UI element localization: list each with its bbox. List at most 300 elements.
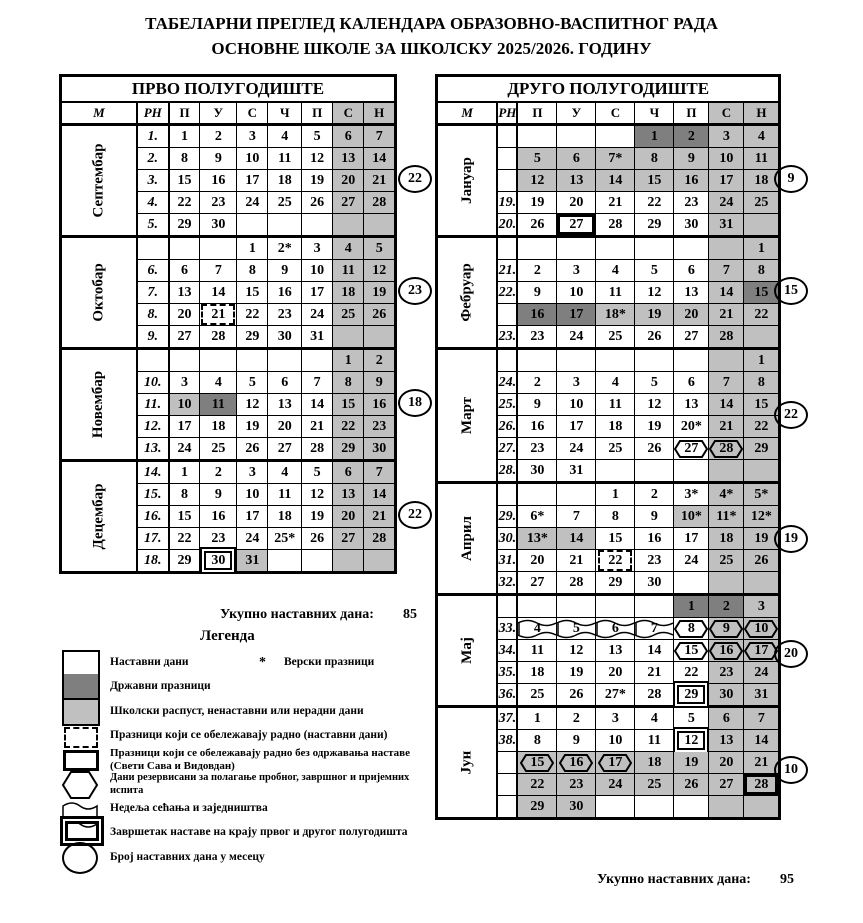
day-cell: [635, 282, 674, 304]
day-number: 20: [569, 194, 584, 210]
day-cell: [596, 774, 635, 796]
day-cell: [268, 260, 302, 282]
day-number: 26: [647, 328, 662, 344]
day-cell: [674, 349, 709, 372]
day-number: 19: [684, 754, 699, 770]
week-row: [61, 125, 396, 148]
day-cell: [268, 192, 302, 214]
day-number: 6: [611, 620, 619, 636]
day-cell: [333, 148, 364, 170]
day-number: 24: [245, 530, 260, 546]
month-teaching-days-circle: 15: [774, 277, 808, 305]
day-cell: [674, 125, 709, 148]
day-cell: [268, 550, 302, 573]
day-cell: [635, 372, 674, 394]
day-cell: [744, 460, 780, 483]
day-cell: [635, 125, 674, 148]
day-cell: [635, 550, 674, 572]
day-cell: [674, 416, 709, 438]
day-number: 5: [533, 150, 541, 166]
day-number: 4: [344, 240, 352, 256]
day-cell: [169, 484, 200, 506]
day-cell: [674, 460, 709, 483]
day-cell: [596, 394, 635, 416]
day-cell: [268, 506, 302, 528]
day-cell: [302, 148, 333, 170]
day-number: 2: [214, 128, 222, 144]
day-cell: [596, 595, 635, 618]
day-number: 6: [181, 262, 188, 278]
day-cell: [635, 438, 674, 460]
day-cell: [200, 484, 237, 506]
day-cell: [709, 752, 744, 774]
day-number: 6: [281, 374, 289, 390]
month-cell: [61, 349, 137, 461]
day-cell: [674, 148, 709, 170]
day-cell: [744, 572, 780, 595]
day-cell: [237, 394, 268, 416]
month-name: Септембар: [90, 143, 107, 218]
week-row: [61, 237, 396, 260]
day-number: 14: [719, 396, 734, 412]
day-cell: [674, 707, 709, 730]
day-number: 11: [341, 262, 355, 278]
day-number: 23: [719, 664, 734, 680]
day-number: 19: [310, 172, 325, 188]
day-cell: [200, 125, 237, 148]
day-number: 23: [372, 418, 387, 434]
day-number: 15: [754, 396, 769, 412]
day-cell: [557, 796, 596, 819]
day-number: 16: [277, 284, 292, 300]
day-cell: [302, 416, 333, 438]
day-number: 13*: [526, 530, 548, 546]
day-number: 4: [650, 710, 658, 726]
day-number: 1: [344, 352, 352, 368]
month-name: Април: [458, 516, 475, 561]
day-cell: [596, 550, 635, 572]
week-row: [437, 125, 780, 148]
day-number: 8: [611, 508, 619, 524]
month-teaching-days-circle: 23: [398, 277, 432, 305]
day-cell: [744, 684, 780, 707]
day-number: 15: [684, 642, 699, 658]
day-cell: [200, 304, 237, 326]
day-number: 22: [600, 552, 630, 569]
day-number: 29: [341, 440, 356, 456]
day-cell: [333, 394, 364, 416]
day-cell: [268, 372, 302, 394]
day-cell: [364, 304, 396, 326]
day-cell: [268, 326, 302, 349]
day-cell: [237, 125, 268, 148]
day-cell: [333, 170, 364, 192]
day-number: 15: [177, 508, 192, 524]
day-cell: [596, 304, 635, 326]
day-cell: [709, 684, 744, 707]
light-gray-square-icon: [62, 698, 100, 726]
day-cell: [237, 416, 268, 438]
week-number: 30.: [497, 528, 517, 550]
day-cell: [364, 237, 396, 260]
day-cell: [557, 170, 596, 192]
day-cell: [709, 349, 744, 372]
day-cell: [674, 796, 709, 819]
header-weekday: Н: [364, 102, 396, 125]
day-number: 29: [177, 552, 192, 568]
day-number: 16: [211, 508, 226, 524]
day-number: 9: [687, 150, 695, 166]
day-cell: [169, 170, 200, 192]
day-cell: [674, 394, 709, 416]
day-cell: [237, 349, 268, 372]
day-cell: [744, 550, 780, 572]
day-cell: [674, 260, 709, 282]
day-cell: [169, 260, 200, 282]
day-number: 9: [214, 486, 222, 502]
month-cell: [61, 461, 137, 573]
day-cell: [517, 774, 557, 796]
header-month: М: [437, 102, 498, 125]
day-number: 6*: [530, 508, 545, 524]
day-cell: [674, 595, 709, 618]
day-number: 6: [687, 374, 695, 390]
day-number: 30: [204, 551, 232, 570]
day-number: 14: [754, 732, 769, 748]
day-cell: [517, 170, 557, 192]
day-number: 20*: [680, 418, 702, 434]
day-cell: [744, 796, 780, 819]
day-cell: [364, 282, 396, 304]
day-number: 17: [245, 172, 260, 188]
day-cell: [557, 640, 596, 662]
wave-banner-icon: [596, 619, 634, 639]
day-number: 17: [569, 418, 584, 434]
day-number: 23: [684, 194, 699, 210]
day-cell: [517, 326, 557, 349]
day-cell: [302, 192, 333, 214]
day-number: 17: [245, 508, 260, 524]
day-number: 22: [530, 776, 545, 792]
day-number: 15: [608, 530, 623, 546]
day-number: 30: [277, 328, 292, 344]
day-number: 13: [608, 642, 623, 658]
day-cell: [517, 550, 557, 572]
day-cell: [364, 550, 396, 573]
day-cell: [169, 237, 200, 260]
day-cell: [333, 484, 364, 506]
week-row: [61, 349, 396, 372]
wave-banner-icon: [518, 619, 556, 639]
day-number: 15: [341, 396, 356, 412]
day-cell: [635, 483, 674, 506]
day-cell: [635, 304, 674, 326]
day-cell: [674, 282, 709, 304]
day-number: 21: [372, 172, 387, 188]
day-cell: [596, 192, 635, 214]
day-cell: [674, 214, 709, 237]
month-teaching-days-circle: 20: [774, 640, 808, 668]
header-weekday: П: [517, 102, 557, 125]
week-number: 3.: [137, 170, 169, 192]
day-cell: [237, 237, 268, 260]
day-cell: [557, 528, 596, 550]
day-cell: [635, 572, 674, 595]
day-cell: [635, 796, 674, 819]
day-number: 25: [608, 328, 623, 344]
day-cell: [596, 796, 635, 819]
day-number: 1: [181, 464, 188, 480]
week-number: 26.: [497, 416, 517, 438]
month-name: Октобар: [90, 263, 107, 322]
day-cell: [709, 483, 744, 506]
day-number: 11: [278, 150, 292, 166]
day-number: 7: [214, 262, 222, 278]
day-cell: [333, 416, 364, 438]
day-number: 19: [245, 418, 260, 434]
hexagon-icon: [61, 770, 99, 800]
day-number: 21: [719, 306, 734, 322]
day-cell: [302, 214, 333, 237]
legend-label-school-break: Школски распуст, ненаставни или нерадни дани: [110, 705, 364, 717]
day-cell: [557, 372, 596, 394]
day-number: 1: [181, 128, 188, 144]
day-cell: [557, 460, 596, 483]
day-cell: [557, 282, 596, 304]
day-number: 18: [277, 172, 292, 188]
day-number: 29: [177, 216, 192, 232]
day-number: 1: [687, 598, 695, 614]
day-cell: [268, 148, 302, 170]
day-number: 20: [608, 664, 623, 680]
day-number: 24: [310, 306, 325, 322]
day-cell: [517, 125, 557, 148]
day-number: 27: [277, 440, 292, 456]
week-number: [137, 237, 169, 260]
bold-rect-icon: [63, 750, 99, 771]
day-cell: [268, 461, 302, 484]
day-cell: [596, 662, 635, 684]
day-number: 22: [341, 418, 356, 434]
week-number: 24.: [497, 372, 517, 394]
day-number: 23: [211, 194, 226, 210]
day-number: 29: [608, 574, 623, 590]
day-cell: [709, 572, 744, 595]
day-cell: [596, 326, 635, 349]
day-number: 25: [530, 686, 545, 702]
day-cell: [237, 148, 268, 170]
hexagon-icon: [674, 642, 708, 660]
header-weekday: С: [333, 102, 364, 125]
day-cell: [169, 282, 200, 304]
month-name: Март: [458, 396, 475, 435]
day-number: 8: [757, 262, 765, 278]
day-number: 26: [569, 686, 584, 702]
day-number: 26: [647, 440, 662, 456]
circle-icon: [62, 842, 98, 874]
day-number: 10: [754, 620, 769, 636]
day-cell: [517, 595, 557, 618]
month-name: Новембар: [90, 370, 107, 439]
day-number: 13: [684, 284, 699, 300]
day-number: 24: [608, 776, 623, 792]
day-cell: [517, 528, 557, 550]
day-number: 26: [372, 306, 387, 322]
day-cell: [557, 730, 596, 752]
day-number: 18: [608, 418, 623, 434]
day-number: 23: [530, 440, 545, 456]
day-cell: [364, 326, 396, 349]
day-number: 9: [533, 284, 541, 300]
day-cell: [268, 349, 302, 372]
day-number: 3: [757, 598, 765, 614]
day-cell: [635, 618, 674, 640]
day-cell: [200, 438, 237, 461]
day-cell: [635, 214, 674, 237]
day-number: 10*: [680, 508, 702, 524]
day-cell: [744, 618, 780, 640]
day-number: 14: [647, 642, 662, 658]
day-cell: [744, 148, 780, 170]
day-cell: [268, 237, 302, 260]
day-cell: [709, 774, 744, 796]
day-cell: [333, 349, 364, 372]
day-cell: [169, 326, 200, 349]
day-cell: [333, 214, 364, 237]
day-number: 5: [650, 262, 658, 278]
day-number: 11*: [716, 508, 737, 524]
day-number: 19: [569, 664, 584, 680]
day-number: 5: [650, 374, 658, 390]
day-cell: [200, 192, 237, 214]
day-cell: [709, 237, 744, 260]
header-weekday: С: [596, 102, 635, 125]
week-number: 6.: [137, 260, 169, 282]
day-cell: [364, 416, 396, 438]
day-number: 5: [375, 240, 383, 256]
day-cell: [709, 282, 744, 304]
day-number: 4: [611, 262, 619, 278]
day-number: 11: [608, 396, 623, 412]
legend-label-teaching-day-count: Број наставних дана у месецу: [110, 851, 265, 863]
day-cell: [364, 125, 396, 148]
day-number: 14: [608, 172, 623, 188]
day-cell: [237, 282, 268, 304]
day-cell: [200, 461, 237, 484]
week-number: 18.: [137, 550, 169, 573]
day-cell: [302, 461, 333, 484]
day-number: 16: [647, 530, 662, 546]
day-number: 31: [569, 462, 584, 478]
day-cell: [709, 796, 744, 819]
day-cell: [635, 148, 674, 170]
day-cell: [517, 796, 557, 819]
day-number: 16: [684, 172, 699, 188]
day-cell: [200, 506, 237, 528]
double-rect-icon: [65, 821, 99, 841]
day-cell: [744, 730, 780, 752]
week-row: [437, 595, 780, 618]
month-teaching-days-circle: 18: [398, 389, 432, 417]
day-cell: [302, 349, 333, 372]
day-number: 27: [341, 530, 356, 546]
day-cell: [709, 170, 744, 192]
day-number: 24: [684, 552, 699, 568]
day-number: 18: [647, 754, 662, 770]
day-cell: [557, 326, 596, 349]
day-cell: [635, 349, 674, 372]
day-number: 18: [530, 664, 545, 680]
week-number: [137, 349, 169, 372]
day-cell: [237, 170, 268, 192]
day-cell: [596, 416, 635, 438]
week-number: [497, 170, 517, 192]
day-cell: [635, 752, 674, 774]
day-cell: [674, 684, 709, 707]
week-number: 19.: [497, 192, 517, 214]
day-number: 4: [611, 374, 619, 390]
day-cell: [744, 774, 780, 796]
day-number: 17: [754, 642, 769, 658]
day-number: 10: [569, 396, 584, 412]
day-number: 28: [719, 440, 734, 456]
legend-label-state-holidays: Државни празници: [110, 680, 211, 692]
day-cell: [200, 372, 237, 394]
day-cell: [557, 125, 596, 148]
day-number: 4: [533, 620, 541, 636]
day-number: 16: [530, 306, 545, 322]
hexagon-icon: [674, 440, 708, 458]
week-number: 1.: [137, 125, 169, 148]
day-number: 29: [677, 685, 705, 704]
day-cell: [596, 752, 635, 774]
day-number: 13: [277, 396, 292, 412]
day-number: 2: [533, 262, 541, 278]
day-cell: [596, 438, 635, 460]
day-cell: [709, 707, 744, 730]
day-number: 9: [650, 508, 658, 524]
day-number: 7: [375, 464, 383, 480]
day-number: 5: [313, 464, 321, 480]
day-cell: [635, 170, 674, 192]
week-number: 11.: [137, 394, 169, 416]
day-cell: [333, 461, 364, 484]
day-cell: [200, 148, 237, 170]
day-cell: [557, 483, 596, 506]
day-number: 7: [375, 128, 383, 144]
day-cell: [169, 214, 200, 237]
day-cell: [596, 170, 635, 192]
day-number: 12*: [750, 508, 772, 524]
day-cell: [635, 774, 674, 796]
day-number: 10: [177, 396, 192, 412]
day-cell: [744, 192, 780, 214]
day-cell: [674, 483, 709, 506]
day-number: 10: [310, 262, 325, 278]
day-number: 25: [754, 194, 769, 210]
day-number: 14: [372, 150, 387, 166]
day-cell: [596, 684, 635, 707]
day-cell: [237, 214, 268, 237]
day-cell: [302, 484, 333, 506]
day-number: 16: [569, 754, 584, 770]
day-cell: [268, 394, 302, 416]
day-cell: [557, 506, 596, 528]
day-cell: [744, 214, 780, 237]
day-cell: [200, 170, 237, 192]
day-number: 10: [245, 150, 260, 166]
day-number: 24: [177, 440, 192, 456]
